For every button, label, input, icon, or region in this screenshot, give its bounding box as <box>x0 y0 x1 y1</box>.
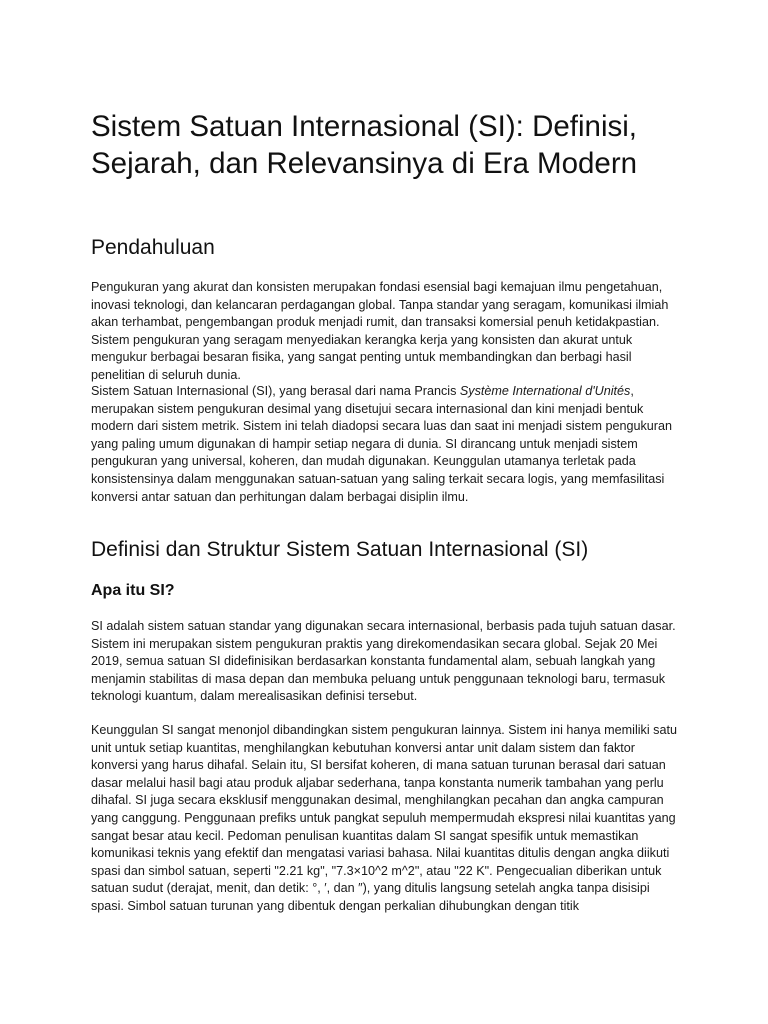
section-heading-definisi: Definisi dan Struktur Sistem Satuan Internasional (SI) <box>91 538 589 561</box>
paragraph-definisi-1: SI adalah sistem satuan standar yang digunakan secara internasional, berbasis pada tujuh satuan dasar. Sistem ini merupakan sistem pengukuran praktis yang direkomendasikan secara global. Sejak 20 Mei 2019, semua satuan SI didefinisikan berdasarkan konstanta fundamental alam, sebuah langkah yang menjamin stabilitas di masa depan dan membuka peluang untuk penggunaan teknologi baru, termasuk teknologi kuantum, dalam merealisasikan definisi tersebut. <box>91 619 676 704</box>
paragraph-intro-2 <box>91 383 683 506</box>
paragraph-intro-2-start: Sistem Satuan Internasional (SI), yang berasal dari nama Prancis <box>91 384 460 398</box>
section-heading-pendahuluan: Pendahuluan <box>91 236 215 259</box>
paragraph-intro-1: Pengukuran yang akurat dan konsisten merupakan fondasi esensial bagi kemajuan ilmu pengetahuan, inovasi teknologi, dan kelancaran perdagangan global. Tanpa standar yang seragam, komunikasi ilmiah akan terhambat, pengembangan produk menjadi rumit, dan transaksi komersial penuh ketidakpastian. Sistem pengukuran yang seragam menyediakan kerangka kerja yang konsisten dan akurat untuk mengukur berbagai besaran fisika, yang sangat penting untuk membandingkan dan berbagi hasil penelitian di seluruh dunia. <box>91 280 669 382</box>
page-title: Sistem Satuan Internasional (SI): Definisi, Sejarah, dan Relevansinya di Era Modern <box>91 110 638 180</box>
paragraph-intro-2-rest: , merupakan sistem pengukuran desimal yang disetujui secara internasional dan kini menjadi bentuk modern dari sistem metrik. Sistem ini telah diadopsi secara luas dan saat ini menjadi sistem pengukuran yang paling umum digunakan di hampir setiap negara di dunia. SI dirancang untuk menjadi sistem pengukuran yang universal, koheren, dan mudah digunakan. Keunggulan utamanya terletak pada konsistensinya dalam menggunakan satuan-satuan yang saling terkait secara logis, yang memfasilitasi konversi antar satuan dan perhitungan dalam berbagai disiplin ilmu. <box>91 384 672 504</box>
french-name-italic: Système International d'Unités <box>459 384 631 398</box>
subsection-heading-apa-itu-si: Apa itu SI? <box>91 582 175 599</box>
paragraph-definisi-2: Keunggulan SI sangat menonjol dibandingkan sistem pengukuran lainnya. Sistem ini hanya memiliki satu unit untuk setiap kuantitas, menghilangkan kebutuhan konversi antar unit dalam sistem dan faktor konversi yang harus dihafal. Selain itu, SI bersifat koheren, di mana satuan turunan berasal dari satuan dasar melalui hasil bagi atau produk aljabar sederhana, tanpa konstanta numerik tambahan yang perlu dihafal. SI juga secara eksklusif menggunakan desimal, menghilangkan pecahan dan angka campuran yang canggung. Penggunaan prefiks untuk pangkat sepuluh mempermudah ekspresi nilai kuantitas yang sangat besar atau kecil. Pedoman penulisan kuantitas dalam SI sangat spesifik untuk memastikan komunikasi teknis yang efektif dan mengatasi variasi bahasa. Nilai kuantitas ditulis dengan angka diikuti spasi dan simbol satuan, seperti "2.21 kg", "7.3×10^2 m^2", atau "22 K". Pengecualian diberikan untuk satuan sudut (derajat, menit, dan detik: °, ′, dan ″), yang ditulis langsung setelah angka tanpa disisipi spasi. Simbol satuan turunan yang dibentuk dengan perkalian dihubungkan dengan titik <box>91 723 677 913</box>
